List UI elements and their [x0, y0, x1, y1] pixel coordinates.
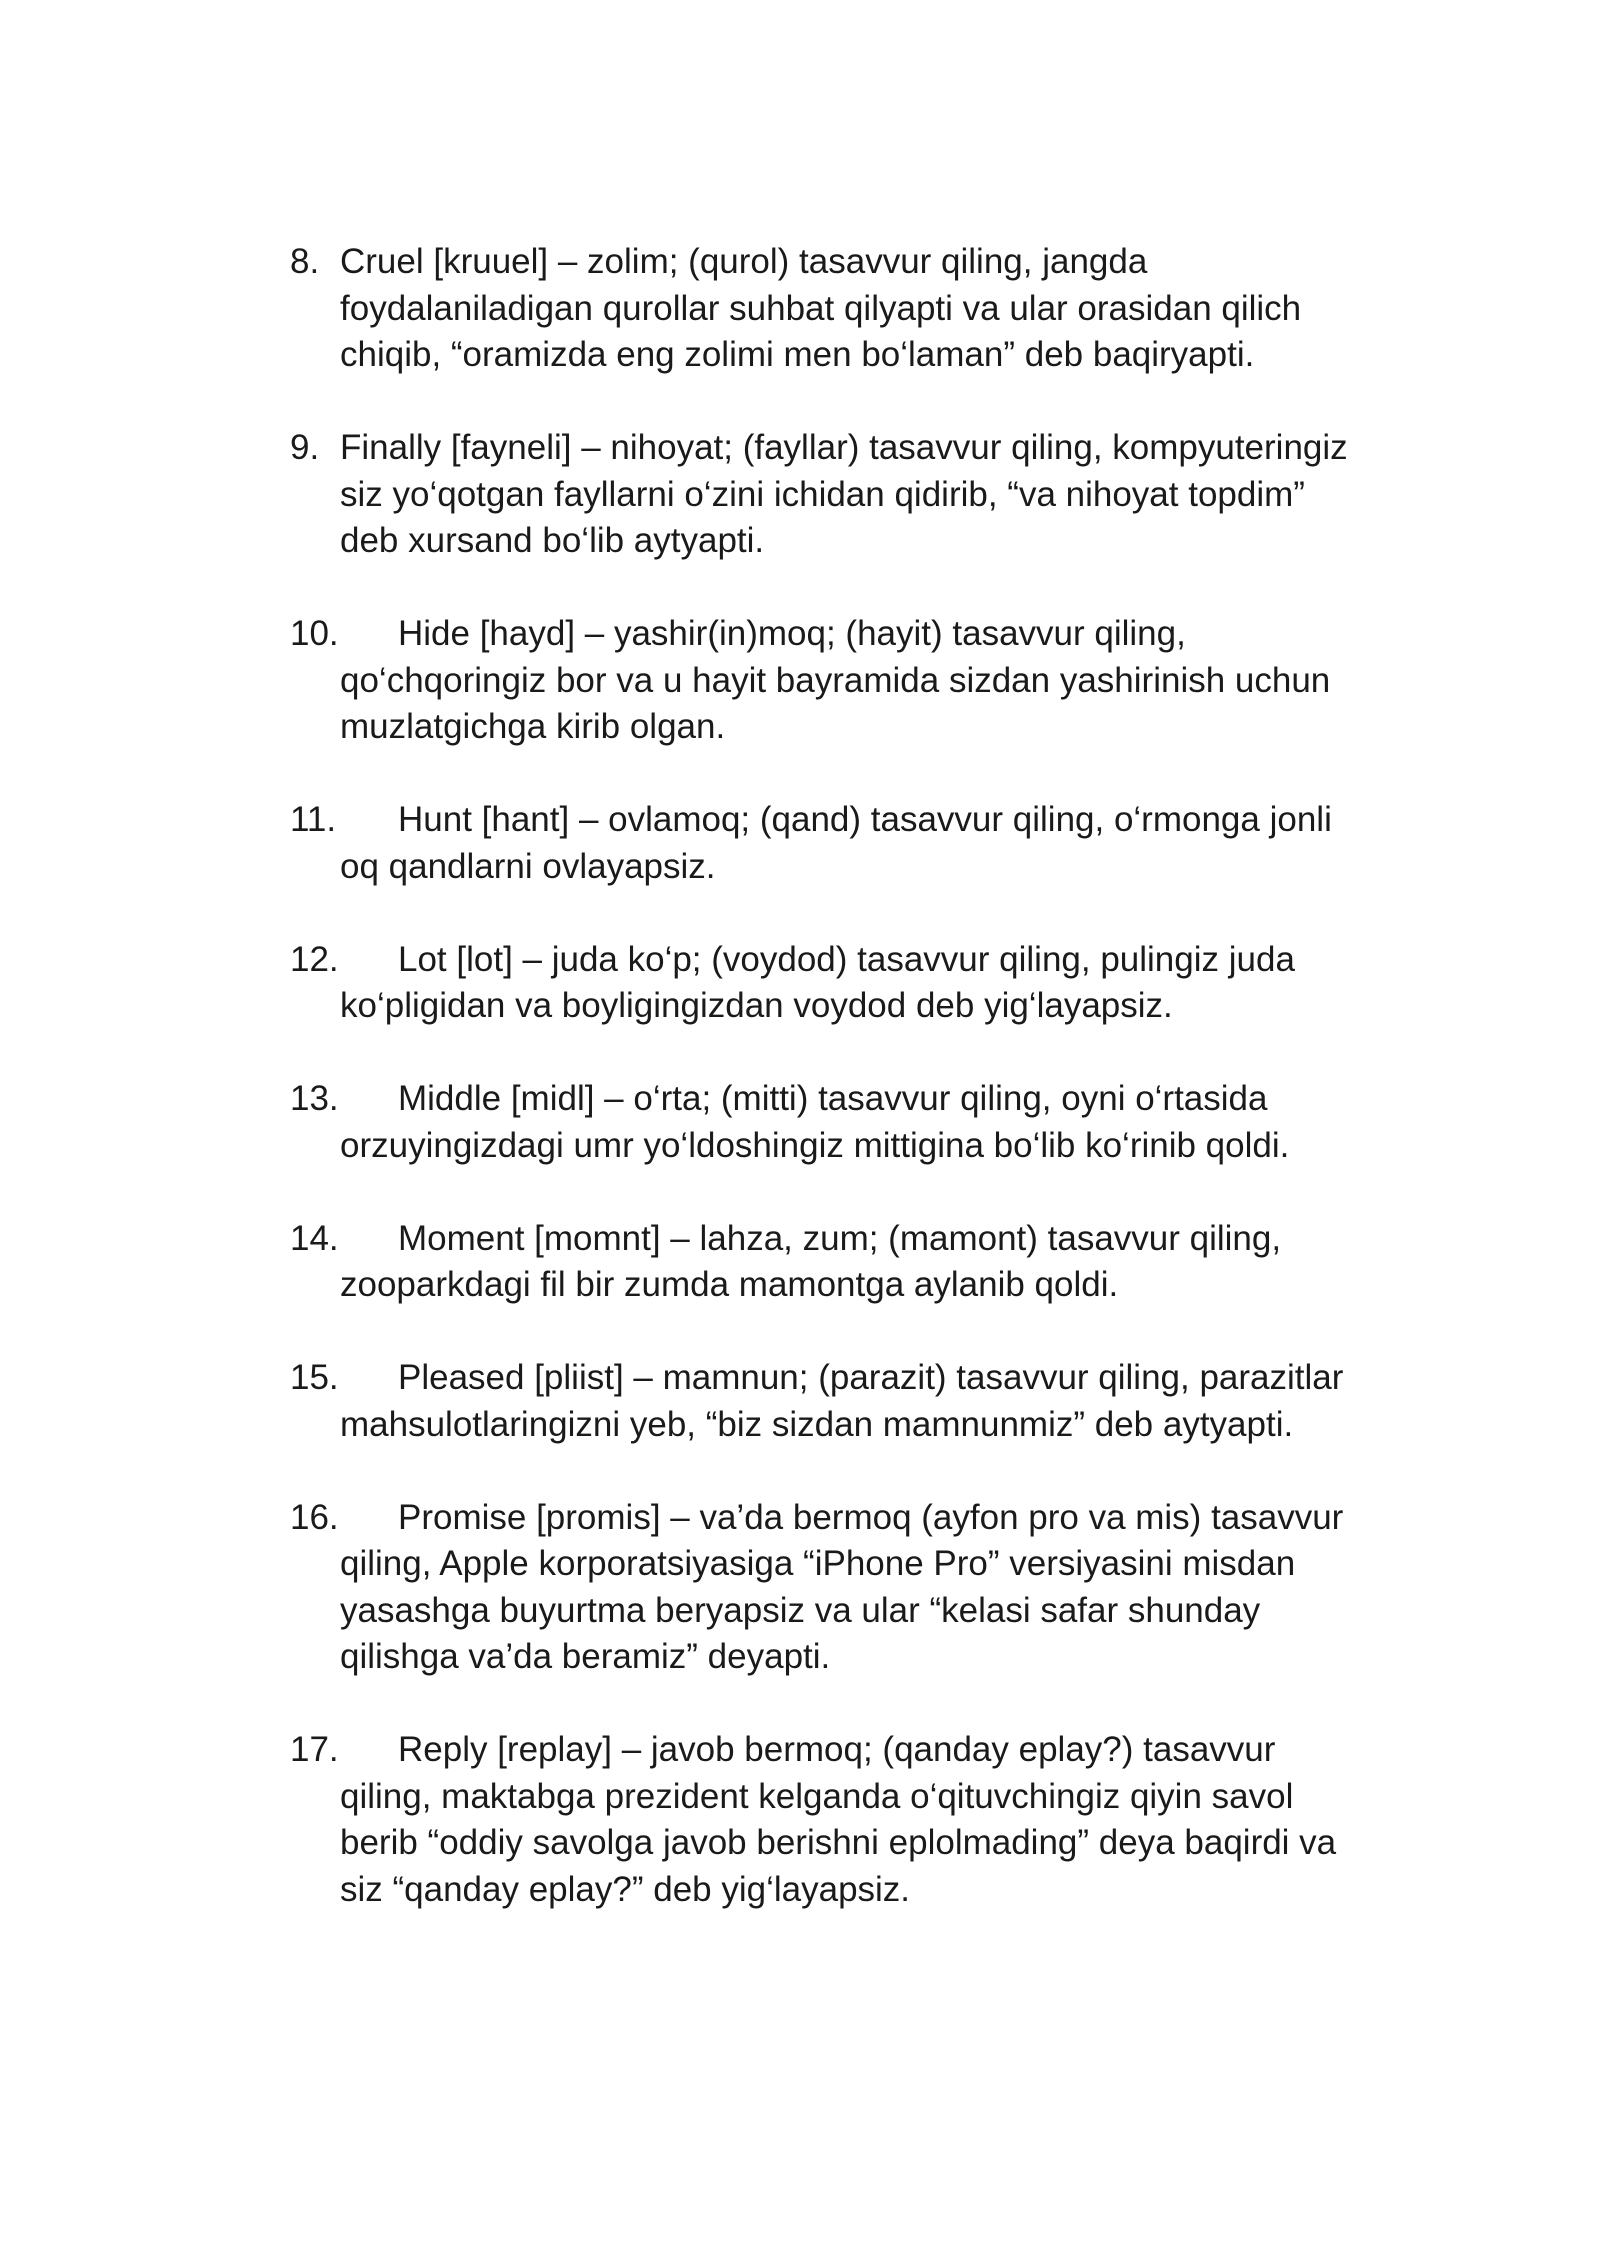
list-item [290, 937, 1370, 1030]
vocabulary-list [290, 239, 1370, 1960]
list-item [290, 1076, 1370, 1169]
item-text: Hunt [hant] – ovlamoq; (qand) tasavvur qiling, o‘rmonga jonli oq qandlarni ovlayapsiz. [340, 800, 1332, 886]
item-number: 12. [290, 939, 339, 979]
list-item [290, 1495, 1370, 1681]
item-text: Middle [midl] – o‘rta; (mitti) tasavvur qiling, oyni o‘rtasida orzuyingizdagi umr yo‘ldoshingiz mittigina bo‘lib ko‘rinib qoldi. [340, 1079, 1290, 1165]
item-number: 17. [290, 1730, 339, 1769]
item-text: Moment [momnt] – lahza, zum; (mamont) tasavvur qiling, zooparkdagi fil bir zumda mamontga aylanib qoldi. [340, 1218, 1282, 1304]
item-text: Cruel [kruuel] – zolim; (qurol) tasavvur qiling, jangda foydalaniladigan qurollar suhbat qilyapti va ular orasidan qilich chiqib, “oramizda eng zolimi men bo‘laman” deb baqiryapti. [340, 242, 1302, 374]
list-item [290, 425, 1370, 565]
item-text: Hide [hayd] – yashir(in)moq; (hayit) tasavvur qiling, qo‘chqoringiz bor va u hayit bayramida sizdan yashirinish uchun muzlatgichga kirib olgan. [340, 614, 1331, 746]
item-number: 16. [290, 1497, 339, 1537]
item-number: 15. [290, 1358, 339, 1397]
list-item [290, 797, 1370, 890]
item-text: Reply [replay] – javob bermoq; (qanday eplay?) tasavvur qiling, maktabga prezident kelganda o‘qituvchingiz qiyin savol berib “oddiy savolga javob berishni eplolmading” deya baqirdi va siz “qanday eplay?” deb yig‘layapsiz. [340, 1730, 1337, 1909]
list-item [290, 1727, 1370, 1913]
item-number: 10. [290, 614, 339, 653]
list-item [290, 611, 1370, 751]
item-number: 8. [290, 242, 320, 281]
list-item [290, 239, 1370, 379]
item-text: Promise [promis] – va’da bermoq (ayfon pro va mis) tasavvur qiling, Apple korporatsiyasiga “iPhone Pro” versiyasini misdan yasashga buyurtma beryapsiz va ular “kelasi safar shunday qilishga va’da beramiz” deyapti. [340, 1497, 1344, 1676]
item-text: Lot [lot] – juda ko‘p; (voydod) tasavvur qiling, pulingiz juda ko‘pligidan va boyligingizdan voydod deb yig‘layapsiz. [340, 939, 1295, 1025]
item-number: 9. [290, 428, 320, 467]
list-item [290, 1216, 1370, 1309]
item-number: 13. [290, 1079, 339, 1118]
item-text: Finally [fayneli] – nihoyat; (fayllar) tasavvur qiling, kompyuteringiz siz yo‘qotgan fayllarni o‘zini ichidan qidirib, “va nihoyat topdim” deb xursand bo‘lib aytyapti. [340, 428, 1348, 560]
item-text: Pleased [pliist] – mamnun; (parazit) tasavvur qiling, parazitlar mahsulotlaringizni yeb, “biz sizdan mamnunmiz” deb aytyapti. [340, 1358, 1344, 1444]
list-item [290, 1355, 1370, 1448]
item-number: 14. [290, 1218, 339, 1258]
item-number: 11. [290, 800, 337, 839]
